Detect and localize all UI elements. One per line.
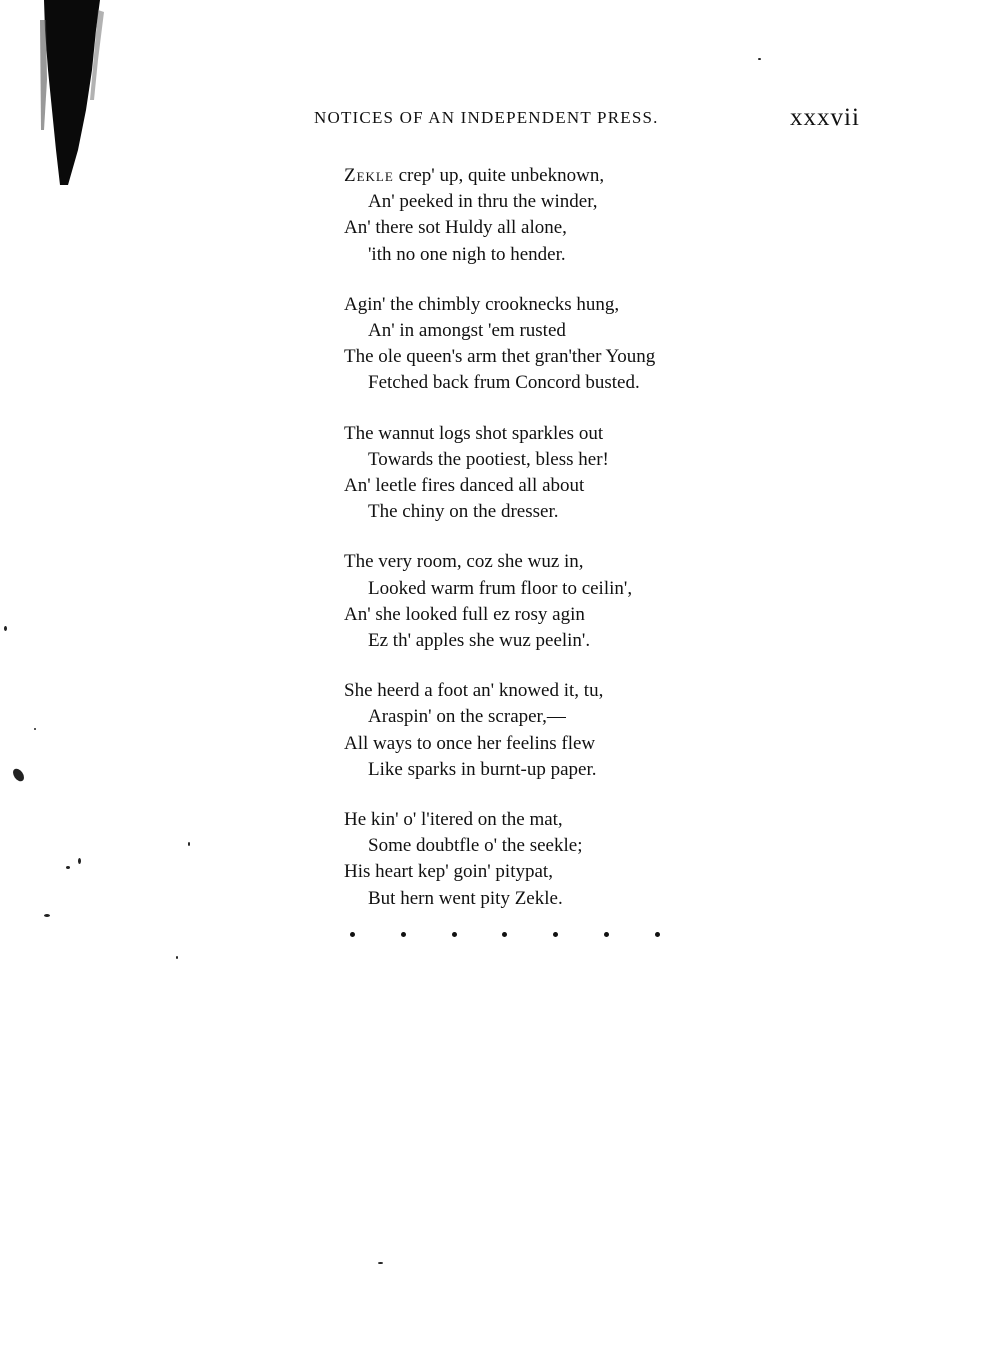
- page-header: [314, 104, 874, 134]
- stanza: [344, 807, 774, 912]
- scan-speck: [176, 956, 178, 959]
- poem-line: An' peeked in thru the winder,: [368, 191, 598, 213]
- scan-speck: [66, 866, 70, 869]
- poem-line-text: crep' up, quite unbeknown,: [393, 165, 605, 186]
- poem-first-word: Zekle: [344, 165, 394, 186]
- poem-line: Agin' the chimbly crooknecks hung,: [344, 293, 620, 315]
- running-head: NOTICES OF AN INDEPENDENT PRESS.: [314, 108, 659, 127]
- stanza: [344, 292, 774, 397]
- scan-speck: [11, 767, 26, 784]
- poem-line: Like sparks in burnt-up paper.: [368, 758, 597, 780]
- scan-speck: [378, 1262, 383, 1264]
- poem-line: Some doubtfle o' the seekle;: [368, 835, 583, 857]
- poem: [344, 163, 774, 936]
- poem-line: The ole queen's arm thet gran'ther Young: [344, 346, 656, 368]
- poem-line: An' leetle fires danced all about: [344, 475, 585, 497]
- omission-ellipsis: [350, 926, 660, 942]
- poem-line: [344, 163, 774, 189]
- scan-speck: [758, 58, 761, 60]
- stanza: [344, 549, 774, 654]
- poem-line: Towards the pootiest, bless her!: [368, 448, 609, 470]
- scan-speck: [4, 626, 7, 631]
- ellipsis-dot: [401, 932, 406, 937]
- scan-speck: [44, 914, 50, 917]
- poem-line: Looked warm frum floor to ceilin',: [368, 577, 633, 599]
- stanza: [344, 421, 774, 526]
- scan-speck: [188, 842, 190, 846]
- poem-line: She heerd a foot an' knowed it, tu,: [344, 680, 604, 702]
- poem-line: The very room, coz she wuz in,: [344, 551, 584, 573]
- ellipsis-dot: [655, 932, 660, 937]
- ellipsis-dot: [553, 932, 558, 937]
- poem-line: Fetched back frum Concord busted.: [368, 372, 640, 394]
- scan-speck: [78, 858, 81, 864]
- poem-line: He kin' o' l'itered on the mat,: [344, 809, 563, 831]
- ellipsis-dot: [502, 932, 507, 937]
- poem-line: All ways to once her feelins flew: [344, 732, 596, 754]
- poem-line: An' she looked full ez rosy agin: [344, 603, 585, 625]
- poem-line: An' in amongst 'em rusted: [368, 320, 566, 342]
- poem-line: Araspin' on the scraper,—: [368, 706, 566, 728]
- ellipsis-dot: [452, 932, 457, 937]
- poem-line: An' there sot Huldy all alone,: [344, 217, 567, 239]
- ellipsis-dot: [350, 932, 355, 937]
- poem-line: 'ith no one nigh to hender.: [368, 243, 566, 265]
- poem-line: Ez th' apples she wuz peelin'.: [368, 630, 591, 652]
- ellipsis-dot: [604, 932, 609, 937]
- poem-line: But hern went pity Zekle.: [368, 887, 563, 909]
- scan-speck: [34, 728, 36, 730]
- stanza: [344, 163, 774, 268]
- page-number: xxxvii: [790, 104, 860, 131]
- stanza: [344, 678, 774, 783]
- poem-line: The wannut logs shot sparkles out: [344, 422, 604, 444]
- poem-line: The chiny on the dresser.: [368, 501, 559, 523]
- poem-line: His heart kep' goin' pitypat,: [344, 861, 553, 883]
- scanned-page-edge-shadow: [38, 0, 106, 190]
